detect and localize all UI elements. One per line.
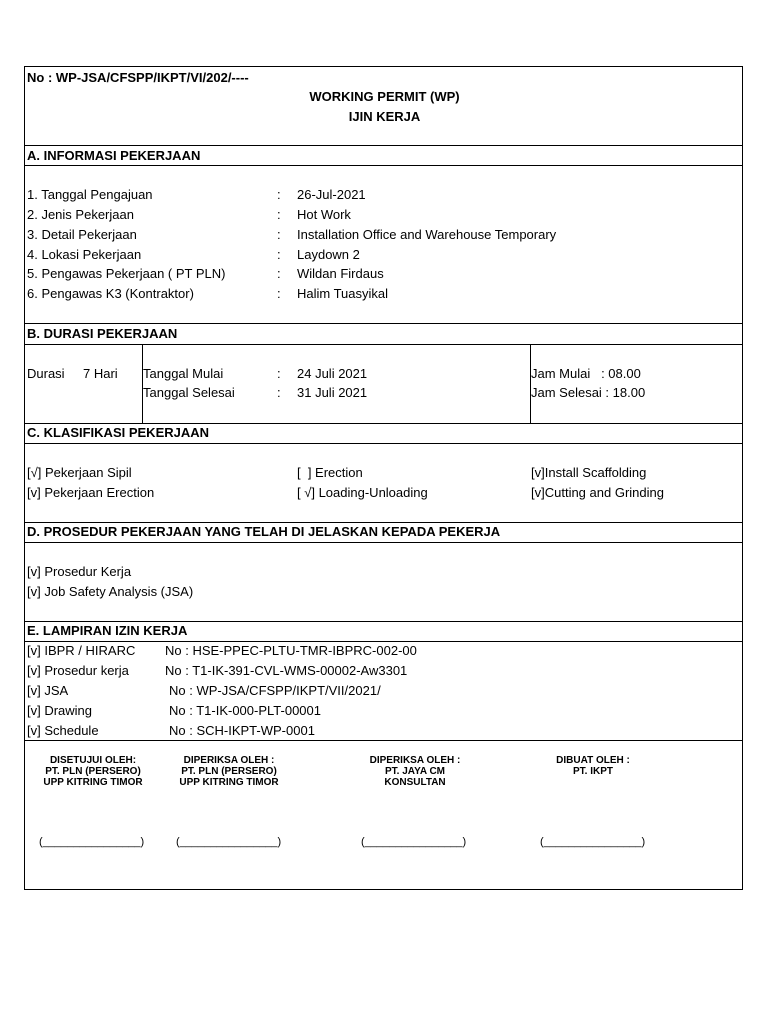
row-value: Installation Office and Warehouse Temporary [297, 227, 557, 242]
divider [25, 423, 742, 424]
divider [25, 145, 742, 146]
row-separator: : [277, 266, 281, 281]
signature-company: PT. JAYA CM [384, 766, 446, 777]
attachment-value: No : SCH-IKPT-WP-0001 [169, 723, 315, 738]
form-subtitle: IJIN KERJA [348, 109, 421, 124]
start-date-separator: : [277, 366, 281, 381]
attachment-label: [v] Drawing [27, 703, 93, 718]
divider [25, 740, 742, 741]
section-a-heading: A. INFORMASI PEKERJAAN [27, 148, 201, 163]
row-separator: : [277, 227, 281, 242]
signature-checked-by-consultant [355, 755, 475, 788]
signature-made-by [533, 755, 653, 777]
signature-line: (________________) [39, 836, 145, 848]
attachment-label: [v] Schedule [27, 723, 99, 738]
section-d-heading: D. PROSEDUR PEKERJAAN YANG TELAH DI JELASKAN KEPADA PEKERJA [27, 524, 501, 539]
row-label: 5. Pengawas Pekerjaan ( PT PLN) [27, 266, 226, 281]
section-b-heading: B. DURASI PEKERJAAN [27, 326, 178, 341]
attachment-value: No : T1-IK-391-CVL-WMS-00002-Aw3301 [165, 663, 408, 678]
row-value: Wildan Firdaus [297, 266, 384, 281]
classification-item: [v]Install Scaffolding [531, 465, 647, 480]
divider [25, 344, 742, 345]
signature-line: (________________) [176, 836, 282, 848]
end-date-separator: : [277, 385, 281, 400]
divider [25, 522, 742, 523]
signature-company: PT. PLN (PERSERO) [181, 766, 277, 777]
signature-heading: DISETUJUI OLEH: [49, 755, 137, 766]
signature-heading: DIPERIKSA OLEH : [369, 755, 461, 766]
document-number: No : WP-JSA/CFSPP/IKPT/VI/202/---- [27, 70, 249, 85]
signature-checked-by-pln [169, 755, 289, 788]
attachment-value: No : HSE-PPEC-PLTU-TMR-IBPRC-002-00 [165, 643, 417, 658]
attachment-label: [v] JSA [27, 683, 69, 698]
row-value: 26-Jul-2021 [297, 187, 366, 202]
signature-heading: DIPERIKSA OLEH : [183, 755, 275, 766]
signature-unit: KONSULTAN [384, 777, 446, 788]
start-date-value: 24 Juli 2021 [297, 366, 368, 381]
row-value: Laydown 2 [297, 247, 360, 262]
column-divider [142, 344, 143, 423]
attachment-label: [v] IBPR / HIRARC [27, 643, 136, 658]
signature-heading: DIBUAT OLEH : [556, 755, 630, 766]
row-value: Hot Work [297, 207, 351, 222]
section-e-heading: E. LAMPIRAN IZIN KERJA [27, 623, 188, 638]
end-date-value: 31 Juli 2021 [297, 385, 368, 400]
classification-item: [v]Cutting and Grinding [531, 485, 664, 500]
attachment-label: [v] Prosedur kerja [27, 663, 129, 678]
end-time: Jam Selesai : 18.00 [531, 385, 646, 400]
end-date-label: Tanggal Selesai [143, 385, 235, 400]
row-separator: : [277, 286, 281, 301]
divider [25, 443, 742, 444]
start-time: Jam Mulai : 08.00 [531, 366, 641, 381]
divider [25, 621, 742, 622]
attachment-value: No : T1-IK-000-PLT-00001 [169, 703, 321, 718]
column-divider [530, 344, 531, 423]
signature-line: (________________) [540, 836, 646, 848]
form-title: WORKING PERMIT (WP) [309, 89, 460, 104]
classification-item: [ √] Loading-Unloading [297, 485, 428, 500]
divider [25, 323, 742, 324]
classification-item: [ ] Erection [297, 465, 363, 480]
procedure-item: [v] Prosedur Kerja [27, 564, 132, 579]
start-date-label: Tanggal Mulai [143, 366, 224, 381]
row-value: Halim Tuasyikal [297, 286, 389, 301]
divider [25, 542, 742, 543]
classification-item: [v] Pekerjaan Erection [27, 485, 155, 500]
signature-line: (________________) [361, 836, 467, 848]
duration-label: Durasi [27, 366, 65, 381]
attachment-value: No : WP-JSA/CFSPP/IKPT/VII/2021/ [169, 683, 381, 698]
row-separator: : [277, 207, 281, 222]
divider [25, 641, 742, 642]
row-separator: : [277, 187, 281, 202]
procedure-item: [v] Job Safety Analysis (JSA) [27, 584, 194, 599]
signature-unit: UPP KITRING TIMOR [179, 777, 279, 788]
permit-form [24, 66, 743, 890]
signature-company: PT. PLN (PERSERO) [45, 766, 141, 777]
duration-value: 7 Hari [83, 366, 118, 381]
signature-approved-by [33, 755, 153, 788]
row-label: 3. Detail Pekerjaan [27, 227, 137, 242]
row-label: 4. Lokasi Pekerjaan [27, 247, 142, 262]
signature-unit: UPP KITRING TIMOR [43, 777, 143, 788]
divider [25, 165, 742, 166]
row-label: 1. Tanggal Pengajuan [27, 187, 153, 202]
row-separator: : [277, 247, 281, 262]
section-c-heading: C. KLASIFIKASI PEKERJAAN [27, 425, 210, 440]
row-label: 6. Pengawas K3 (Kontraktor) [27, 286, 194, 301]
signature-company: PT. IKPT [572, 766, 613, 777]
classification-item: [√] Pekerjaan Sipil [27, 465, 132, 480]
row-label: 2. Jenis Pekerjaan [27, 207, 134, 222]
